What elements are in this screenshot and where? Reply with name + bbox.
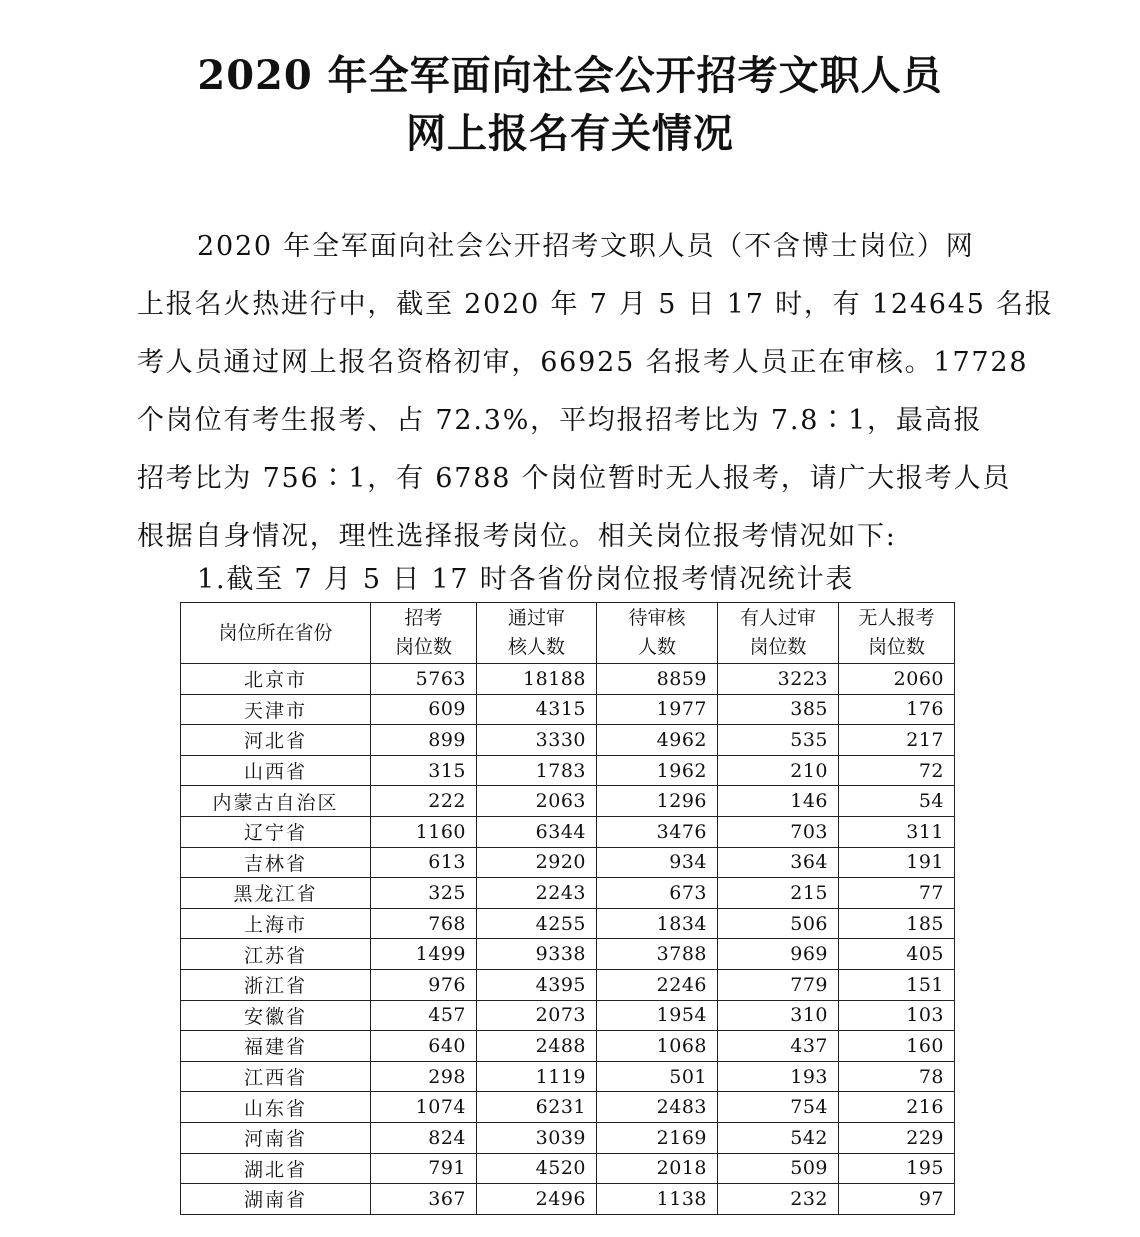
province-cell: 上海市 xyxy=(181,908,371,939)
province-cell: 河南省 xyxy=(181,1122,371,1153)
province-cell: 江苏省 xyxy=(181,939,371,970)
value-cell: 2483 xyxy=(597,1092,718,1123)
value-cell: 1119 xyxy=(477,1061,597,1092)
value-cell: 215 xyxy=(718,878,839,909)
value-cell: 3330 xyxy=(477,725,597,756)
value-cell: 217 xyxy=(839,725,955,756)
value-cell: 969 xyxy=(718,939,839,970)
header-label: 核人数 xyxy=(507,636,565,658)
value-cell: 3039 xyxy=(477,1122,597,1153)
value-cell: 222 xyxy=(371,786,477,817)
value-cell: 216 xyxy=(839,1092,955,1123)
value-cell: 185 xyxy=(839,908,955,939)
value-cell: 2488 xyxy=(477,1031,597,1062)
table-row xyxy=(181,939,955,970)
header-label: 岗位数 xyxy=(867,636,925,658)
value-cell: 4255 xyxy=(477,908,597,939)
table-row xyxy=(181,1122,955,1153)
header-positions-no-applicants xyxy=(839,603,955,664)
header-label: 岗位所在省份 xyxy=(218,621,333,644)
table-row xyxy=(181,908,955,939)
value-cell: 509 xyxy=(718,1153,839,1184)
value-cell: 1074 xyxy=(371,1092,477,1123)
value-cell: 457 xyxy=(371,1000,477,1031)
value-cell: 78 xyxy=(839,1061,955,1092)
value-cell: 6344 xyxy=(477,816,597,847)
table-caption: 1.截至 7 月 5 日 17 时各省份岗位报考情况统计表 xyxy=(197,564,855,595)
value-cell: 315 xyxy=(371,755,477,786)
value-cell: 18188 xyxy=(477,664,597,695)
table-row xyxy=(181,1000,955,1031)
province-cell: 河北省 xyxy=(181,725,371,756)
value-cell: 501 xyxy=(597,1061,718,1092)
value-cell: 5763 xyxy=(371,664,477,695)
value-cell: 191 xyxy=(839,847,955,878)
header-positions xyxy=(371,603,477,664)
province-cell: 辽宁省 xyxy=(181,816,371,847)
province-cell: 福建省 xyxy=(181,1031,371,1062)
table-row xyxy=(181,664,955,695)
value-cell: 976 xyxy=(371,969,477,1000)
value-cell: 1499 xyxy=(371,939,477,970)
table-row xyxy=(181,1061,955,1092)
province-cell: 安徽省 xyxy=(181,1000,371,1031)
header-label: 岗位数 xyxy=(749,636,807,658)
value-cell: 8859 xyxy=(597,664,718,695)
document-title-line-2: 网上报名有关情况 xyxy=(406,110,734,157)
table-row xyxy=(181,847,955,878)
value-cell: 2920 xyxy=(477,847,597,878)
value-cell: 2063 xyxy=(477,786,597,817)
value-cell: 3476 xyxy=(597,816,718,847)
header-label: 无人报考 xyxy=(858,607,935,629)
value-cell: 4520 xyxy=(477,1153,597,1184)
value-cell: 310 xyxy=(718,1000,839,1031)
value-cell: 325 xyxy=(371,878,477,909)
value-cell: 791 xyxy=(371,1153,477,1184)
table-row xyxy=(181,1153,955,1184)
value-cell: 1962 xyxy=(597,755,718,786)
province-cell: 黑龙江省 xyxy=(181,878,371,909)
value-cell: 311 xyxy=(839,816,955,847)
province-cell: 北京市 xyxy=(181,664,371,695)
value-cell: 4395 xyxy=(477,969,597,1000)
value-cell: 405 xyxy=(839,939,955,970)
table-body xyxy=(181,664,955,1215)
value-cell: 506 xyxy=(718,908,839,939)
value-cell: 4962 xyxy=(597,725,718,756)
value-cell: 54 xyxy=(839,786,955,817)
value-cell: 1954 xyxy=(597,1000,718,1031)
value-cell: 1296 xyxy=(597,786,718,817)
province-cell: 内蒙古自治区 xyxy=(181,786,371,817)
value-cell: 535 xyxy=(718,725,839,756)
value-cell: 609 xyxy=(371,694,477,725)
table-row xyxy=(181,725,955,756)
value-cell: 72 xyxy=(839,755,955,786)
value-cell: 2496 xyxy=(477,1184,597,1215)
table-row xyxy=(181,969,955,1000)
value-cell: 542 xyxy=(718,1122,839,1153)
province-cell: 山西省 xyxy=(181,755,371,786)
header-approved xyxy=(477,603,597,664)
header-label: 待审核 xyxy=(628,607,686,629)
table-row xyxy=(181,786,955,817)
value-cell: 385 xyxy=(718,694,839,725)
value-cell: 3223 xyxy=(718,664,839,695)
value-cell: 768 xyxy=(371,908,477,939)
value-cell: 2169 xyxy=(597,1122,718,1153)
header-label: 通过审 xyxy=(507,607,565,629)
value-cell: 77 xyxy=(839,878,955,909)
value-cell: 899 xyxy=(371,725,477,756)
value-cell: 210 xyxy=(718,755,839,786)
table-row xyxy=(181,878,955,909)
value-cell: 4315 xyxy=(477,694,597,725)
value-cell: 232 xyxy=(718,1184,839,1215)
value-cell: 1068 xyxy=(597,1031,718,1062)
value-cell: 176 xyxy=(839,694,955,725)
province-cell: 湖北省 xyxy=(181,1153,371,1184)
value-cell: 2060 xyxy=(839,664,955,695)
value-cell: 298 xyxy=(371,1061,477,1092)
value-cell: 1977 xyxy=(597,694,718,725)
province-cell: 天津市 xyxy=(181,694,371,725)
value-cell: 2243 xyxy=(477,878,597,909)
intro-paragraph-line: 招考比为 756∶1，有 6788 个岗位暂时无人报考，请广大报考人员 xyxy=(137,463,1012,494)
value-cell: 6231 xyxy=(477,1092,597,1123)
table-row xyxy=(181,1092,955,1123)
value-cell: 195 xyxy=(839,1153,955,1184)
document-title-line-1: 2020 年全军面向社会公开招考文职人员 xyxy=(197,52,943,99)
province-stats-table xyxy=(180,602,955,1215)
value-cell: 754 xyxy=(718,1092,839,1123)
table-row xyxy=(181,755,955,786)
value-cell: 1834 xyxy=(597,908,718,939)
intro-paragraph-line: 考人员通过网上报名资格初审，66925 名报考人员正在审核。17728 xyxy=(137,347,1029,378)
header-positions-with-approved xyxy=(718,603,839,664)
table-header-row xyxy=(181,603,955,664)
intro-paragraph-line: 2020 年全军面向社会公开招考文职人员（不含博士岗位）网 xyxy=(197,231,975,262)
table-row xyxy=(181,1031,955,1062)
value-cell: 2246 xyxy=(597,969,718,1000)
value-cell: 367 xyxy=(371,1184,477,1215)
table-row xyxy=(181,694,955,725)
header-label: 招考 xyxy=(404,607,443,629)
value-cell: 613 xyxy=(371,847,477,878)
value-cell: 1160 xyxy=(371,816,477,847)
value-cell: 151 xyxy=(839,969,955,1000)
value-cell: 640 xyxy=(371,1031,477,1062)
value-cell: 9338 xyxy=(477,939,597,970)
value-cell: 779 xyxy=(718,969,839,1000)
province-cell: 江西省 xyxy=(181,1061,371,1092)
value-cell: 229 xyxy=(839,1122,955,1153)
header-label: 人数 xyxy=(637,636,676,658)
province-cell: 吉林省 xyxy=(181,847,371,878)
value-cell: 103 xyxy=(839,1000,955,1031)
province-cell: 湖南省 xyxy=(181,1184,371,1215)
value-cell: 3788 xyxy=(597,939,718,970)
value-cell: 2018 xyxy=(597,1153,718,1184)
intro-paragraph-line: 根据自身情况，理性选择报考岗位。相关岗位报考情况如下: xyxy=(137,521,897,552)
value-cell: 437 xyxy=(718,1031,839,1062)
value-cell: 824 xyxy=(371,1122,477,1153)
value-cell: 97 xyxy=(839,1184,955,1215)
header-label: 岗位数 xyxy=(394,636,452,658)
table-row xyxy=(181,1184,955,1215)
value-cell: 2073 xyxy=(477,1000,597,1031)
table-row xyxy=(181,816,955,847)
header-province xyxy=(181,603,371,664)
value-cell: 673 xyxy=(597,878,718,909)
value-cell: 1138 xyxy=(597,1184,718,1215)
header-label: 有人过审 xyxy=(739,607,816,629)
value-cell: 934 xyxy=(597,847,718,878)
value-cell: 1783 xyxy=(477,755,597,786)
value-cell: 364 xyxy=(718,847,839,878)
header-pending xyxy=(597,603,718,664)
province-cell: 山东省 xyxy=(181,1092,371,1123)
intro-paragraph-line: 上报名火热进行中，截至 2020 年 7 月 5 日 17 时，有 124645 名报 xyxy=(137,289,1054,320)
value-cell: 703 xyxy=(718,816,839,847)
province-cell: 浙江省 xyxy=(181,969,371,1000)
intro-paragraph-line: 个岗位有考生报考、占 72.3%，平均报招考比为 7.8∶1，最高报 xyxy=(137,405,983,436)
value-cell: 146 xyxy=(718,786,839,817)
value-cell: 160 xyxy=(839,1031,955,1062)
value-cell: 193 xyxy=(718,1061,839,1092)
